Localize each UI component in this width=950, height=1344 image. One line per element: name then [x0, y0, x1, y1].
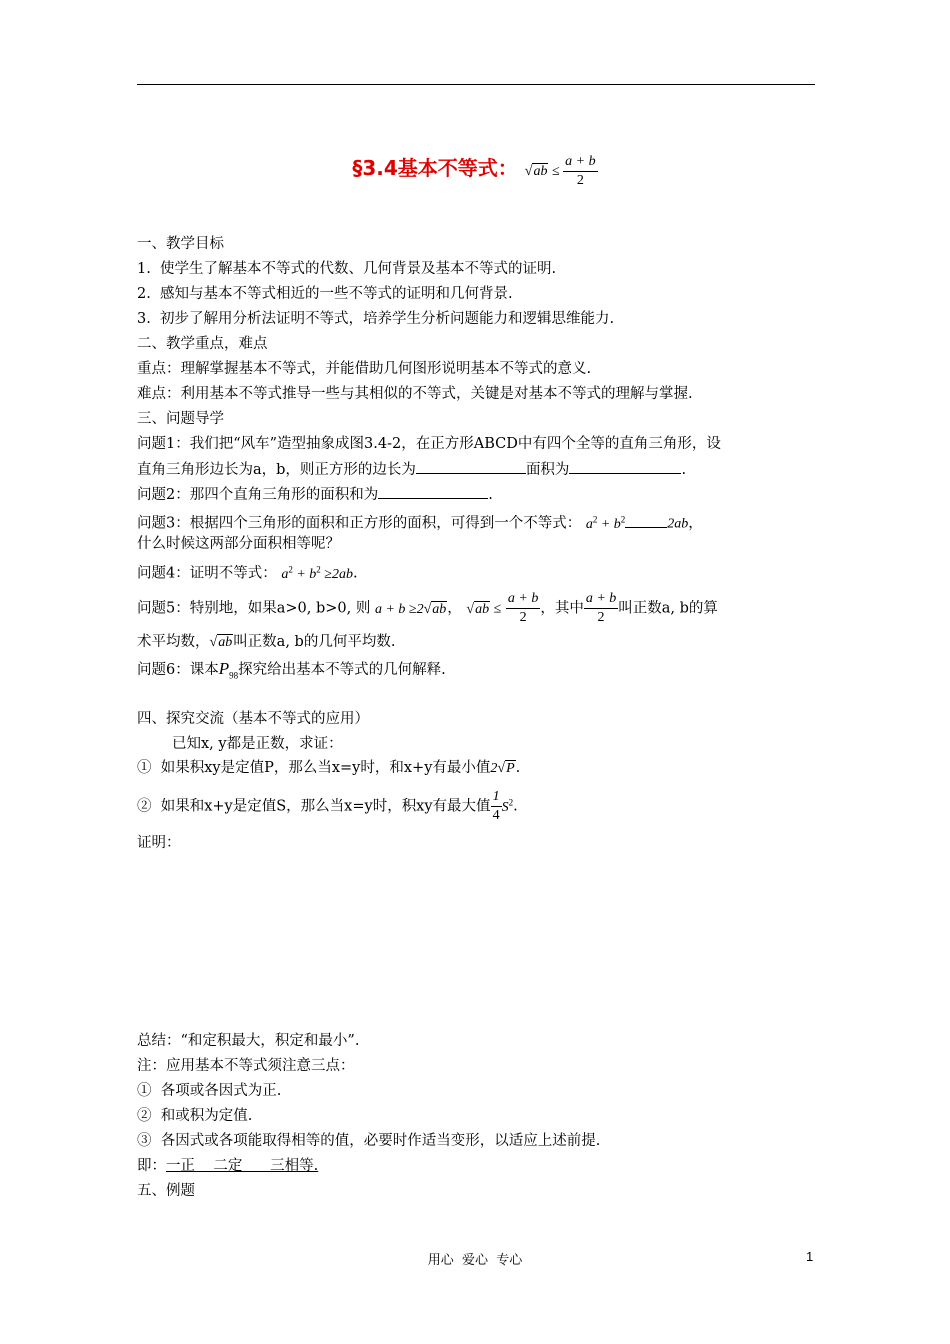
page-number: 1 [806, 1249, 814, 1264]
title-formula: √ab ≤ $\frac{a + b}{2}$ [525, 164, 598, 179]
question-6: 问题6：课本$P_{98}$探究给出基本不等式的几何解释. [137, 659, 446, 681]
question-1a: 问题1：我们把“风车”造型抽象成图3.4-2，在正方形ABCD中有四个全等的直角三角形，设 [137, 436, 721, 452]
answer-blank [378, 484, 488, 499]
section5-heading: 五、例题 [137, 1183, 195, 1199]
goal-3: 3. 初步了解用分析法证明不等式，培养学生分析问题能力和逻辑思维能力. [137, 311, 615, 327]
section2-heading: 二、教学重点，难点 [137, 336, 268, 352]
q5-fraction-2: $\frac{a + b}{2}$ [585, 591, 617, 625]
note-3: ③ 各因式或各项能取得相等的值，必要时作适当变形，以适应上述前提. [137, 1133, 601, 1149]
q5-sqrt: √ab [466, 601, 490, 617]
note-2: ② 和或积为定值. [137, 1108, 253, 1124]
claim-1: ① 如果积xy是定值P，那么当x=y时，和x+y有最小值2√P. [137, 760, 521, 776]
question-3b: 什么时候这两部分面积相等呢？ [137, 536, 340, 552]
q5-math: a + b ≥2√ab [374, 601, 447, 617]
section4-heading: 四、探究交流（基本不等式的应用） [137, 711, 369, 727]
title-sqrt: √ab [524, 164, 548, 179]
claim-2: ② 如果和x+y是定值S，那么当x=y时，积xy有最大值 $\frac{1}{4}$ $S^2$. [137, 789, 518, 824]
question-5: 问题5：特别地，如果a>0, b>0, 则 a + b ≥2√ab， √ab ≤ $\frac{a + b}{2}$ ，其中 $\frac{a + b}{2}$ 叫正数a, b的算 [137, 590, 817, 628]
question-3: 问题3：根据四个三角形的面积和正方形的面积，可得到一个不等式： $a^2 + b^2$ 2ab， [137, 514, 703, 532]
section1-heading: 一、教学目标 [137, 236, 224, 252]
title-fraction: $\frac{a + b}{2}$ [565, 154, 596, 189]
page-footer: 用心 爱心 专心 [427, 1253, 523, 1268]
note-text: 注：应用基本不等式须注意三点： [137, 1058, 355, 1074]
answer-blank [625, 513, 667, 528]
question-4: 问题4：证明不等式： $a^2 + b^2 \ge 2ab$. [137, 564, 358, 582]
key-point: 重点：理解掌握基本不等式，并能借助几何图形说明基本不等式的意义. [137, 361, 592, 377]
summary-text: 总结：“和定积最大，积定和最小”. [137, 1033, 360, 1049]
page-title: §3.4基本不等式： √ab ≤ $\frac{a + b}{2}$ [0, 148, 950, 192]
goal-2: 2. 感知与基本不等式相近的一些不等式的证明和几何背景. [137, 286, 513, 302]
answer-blank [416, 459, 526, 474]
mnemonic: 即：一正 二定 三相等. [137, 1158, 319, 1174]
q3-math: $a^2 + b^2$ [585, 514, 626, 532]
answer-blank [569, 459, 681, 474]
mnemonic-underlined: 一正 二定 三相等. [166, 1158, 319, 1174]
header-rule [137, 84, 815, 85]
question-2: 问题2：那四个直角三角形的面积和为 . [137, 484, 817, 505]
q5b-sqrt: √ab [209, 635, 233, 650]
claim1-math: 2√P [490, 761, 515, 776]
given-text: 已知x, y都是正数，求证： [172, 736, 343, 752]
q4-math: $a^2 + b^2 \ge 2ab$ [281, 564, 353, 582]
claim2-math: $S^2$ [501, 797, 514, 815]
proof-label: 证明： [137, 835, 181, 851]
claim2-fraction: $\frac{1}{4}$ [492, 789, 500, 824]
section3-heading: 三、问题导学 [137, 411, 224, 427]
question-5b: 术平均数，√ab叫正数a, b的几何平均数. [137, 632, 817, 653]
q6-math: $P_{98}$ [218, 659, 239, 681]
note-1: ① 各项或各因式为正. [137, 1083, 282, 1099]
q5-fraction: $\frac{a + b}{2}$ [507, 591, 539, 625]
difficult-point: 难点：利用基本不等式推导一些与其相似的不等式，关键是对基本不等式的理解与掌握. [137, 386, 693, 402]
question-1b: 直角三角形边长为a，b，则正方形的边长为 面积为 . [137, 459, 817, 480]
goal-1: 1. 使学生了解基本不等式的代数、几何背景及基本不等式的证明. [137, 261, 557, 277]
